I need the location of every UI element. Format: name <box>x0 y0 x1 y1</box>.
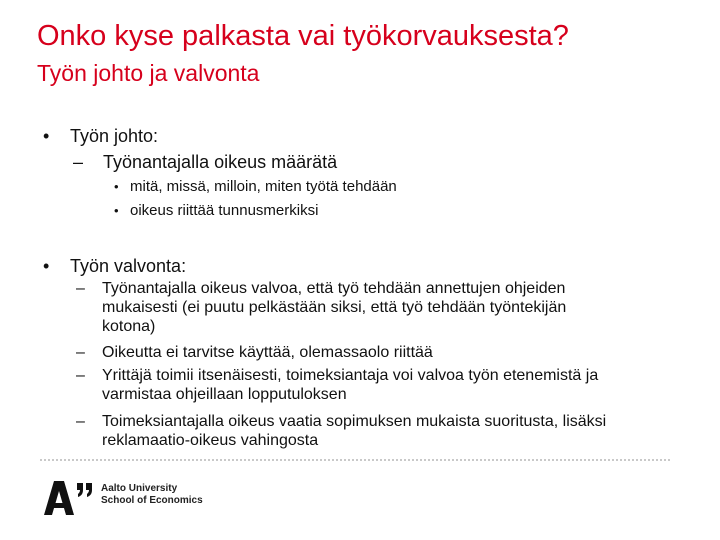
logo-wordmark <box>101 483 203 507</box>
dash-marker: – <box>76 413 85 430</box>
slide-title: Onko kyse palkasta vai työkorvauksesta? <box>37 20 569 52</box>
sub-sub-bullet-text: oikeus riittää tunnusmerkiksi <box>130 202 319 219</box>
dash-marker: – <box>76 344 85 361</box>
sub-bullet-text: Oikeutta ei tarvitse käyttää, olemassaolo riittää <box>102 344 433 361</box>
sub-bullet-text: Työnantajalla oikeus määrätä <box>103 152 338 172</box>
sub-sub-bullet-text: mitä, missä, milloin, miten työtä tehdään <box>130 178 397 195</box>
slide-subtitle: Työn johto ja valvonta <box>37 60 260 86</box>
sub-bullet-text: Toimeksiantajalla oikeus vaatia sopimuksen mukaista suoritusta, lisäksi reklamaatio-oikeus vahingosta <box>102 413 607 449</box>
bullet-marker: • <box>114 179 119 194</box>
dash-marker: – <box>76 367 85 384</box>
sub-bullet-text: Työnantajalla oikeus valvoa, että työ tehdään annettujen ohjeiden mukaisesti (ei puutu pelkästään siksi, että työ tehdään työntekijän kotona) <box>102 280 567 335</box>
footer-divider <box>40 459 670 461</box>
section-heading: Työn valvonta: <box>70 256 187 276</box>
sub-bullet-text: Yrittäjä toimii itsenäisesti, toimeksiantaja voi valvoa työn etenemistä ja varmistaa ohjeillaan lopputuloksen <box>102 367 599 403</box>
bullet-marker: • <box>43 256 50 276</box>
aalto-a-quote-logo-icon <box>44 481 96 515</box>
bullet-marker: • <box>114 203 119 218</box>
section-heading: Työn johto: <box>70 126 159 146</box>
org-school: School of Economics <box>101 495 203 506</box>
dash-marker: – <box>73 152 84 172</box>
dash-marker: – <box>76 280 85 297</box>
bullet-marker: • <box>43 126 50 146</box>
org-name: Aalto University <box>101 483 178 494</box>
